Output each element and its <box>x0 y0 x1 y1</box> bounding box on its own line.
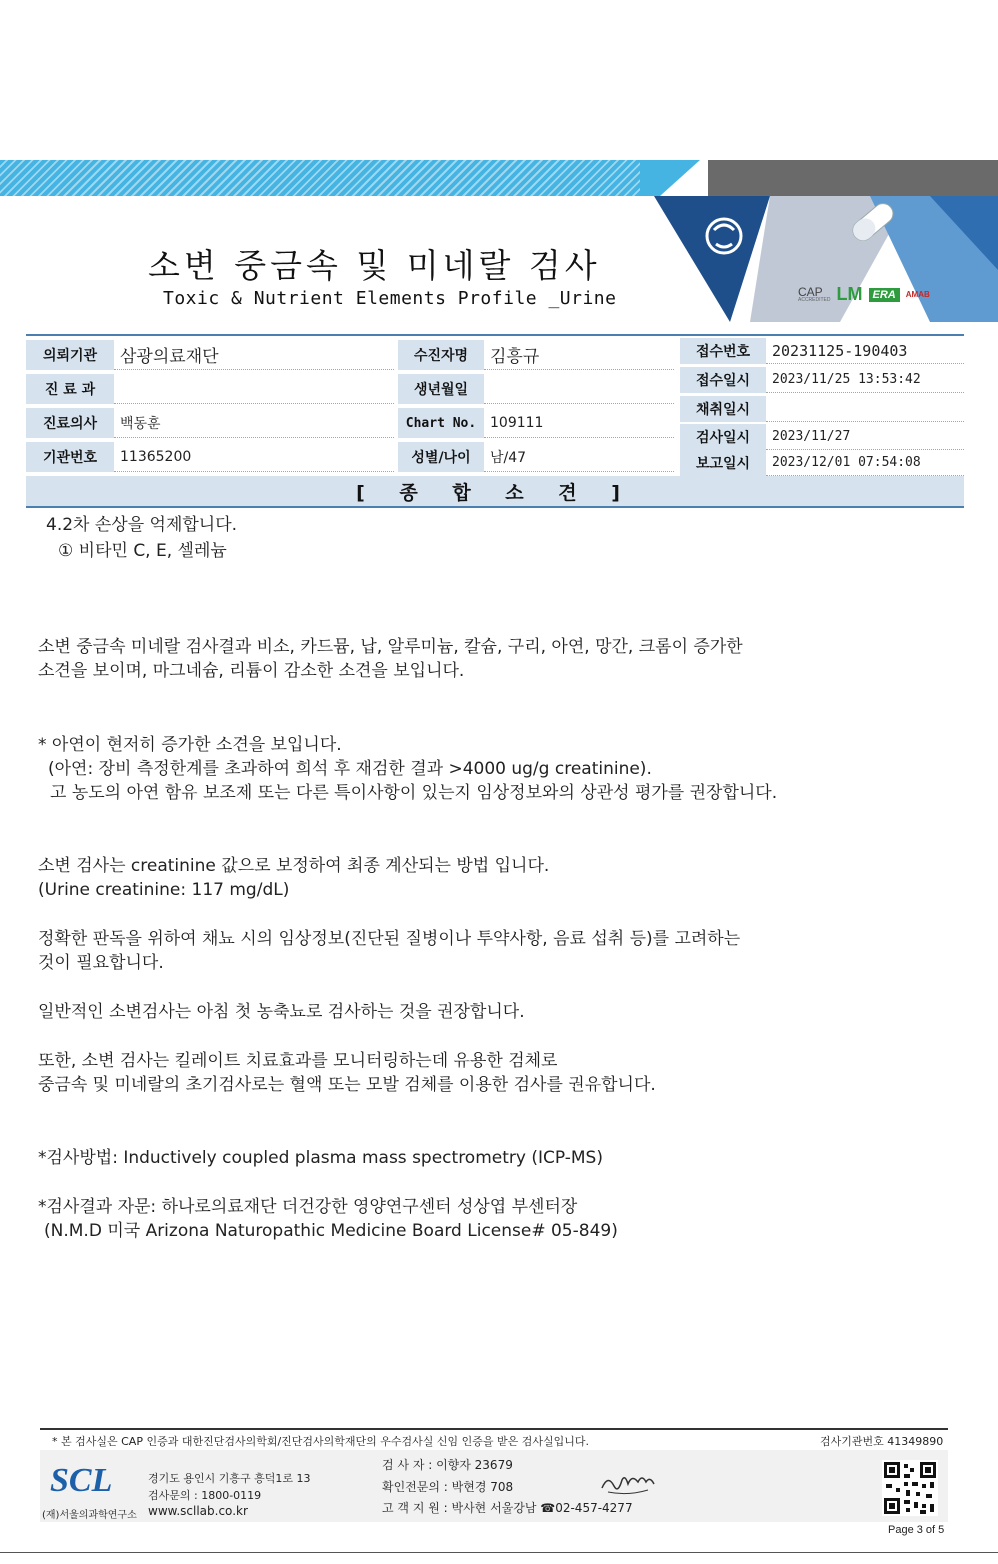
tester: 검 사 자 : 이향자 23679 <box>382 1458 513 1472</box>
body-line: (아연: 장비 측정한계를 초과하여 희석 후 재검한 결과 >4000 ug/g creatinine). <box>48 759 652 779</box>
lm-logo: LM <box>836 284 863 304</box>
body-line: 정확한 판독을 위하여 채뇨 시의 임상정보(진단된 질병이나 투약사항, 음료 섭취 등)를 고려하는 <box>38 929 741 949</box>
accreditation-notice: * 본 검사실은 CAP 인증과 대한진단검사의학회/진단검사의학재단의 우수검사실 신임 인증을 받은 검사실입니다. <box>52 1435 590 1448</box>
label-institution-no: 기관번호 <box>26 442 114 472</box>
value-test-datetime: 2023/11/27 <box>766 424 964 450</box>
patient-info-table <box>26 334 964 476</box>
label-receipt-no: 접수번호 <box>680 338 766 364</box>
label-chart-no: Chart No. <box>398 408 484 438</box>
label-patient-name: 수진자명 <box>398 340 484 370</box>
body-line: 4.2차 손상을 억제합니다. <box>46 515 238 535</box>
era-logo: ERA <box>869 288 900 302</box>
confirming-physician: 확인전문의 : 박현경 708 <box>382 1480 514 1494</box>
value-chart-no: 109111 <box>484 408 674 438</box>
body-line: 것이 필요합니다. <box>38 953 164 973</box>
organization-name: (재)서울의과학연구소 <box>42 1510 137 1521</box>
value-report-datetime: 2023/12/01 07:54:08 <box>766 450 964 476</box>
page-subtitle: Toxic & Nutrient Elements Profile _Urine <box>163 288 617 309</box>
body-line: * 아연이 현저히 증가한 소견을 보입니다. <box>38 735 342 755</box>
lab-address: 경기도 용인시 기흥구 흥덕1로 13 <box>148 1472 311 1485</box>
label-sex-age: 성별/나이 <box>398 442 484 472</box>
body-line: *검사결과 자문: 하나로의료재단 더건강한 영양연구센터 성상엽 부센터장 <box>38 1197 578 1217</box>
body-line: (N.M.D 미국 Arizona Naturopathic Medicine Board License# 05-849) <box>44 1221 618 1241</box>
customer-support: 고 객 지 원 : 박사현 서울강남 ☎02-457-4277 <box>382 1501 633 1515</box>
label-report-datetime: 보고일시 <box>680 450 766 476</box>
cap-logo: CAP ACCREDITED <box>798 285 831 303</box>
label-department: 진 료 과 <box>26 374 114 404</box>
footer-rule <box>40 1428 948 1430</box>
value-receipt-no: 20231125-190403 <box>766 338 964 364</box>
body-line: 일반적인 소변검사는 아침 첫 농축뇨로 검사하는 것을 권장합니다. <box>38 1002 525 1022</box>
scl-logo: SCL <box>50 1462 113 1499</box>
value-birthdate <box>484 374 674 404</box>
lab-inquiry: 검사문의 : 1800-0119 <box>148 1489 262 1502</box>
label-receipt-datetime: 접수일시 <box>680 367 766 393</box>
value-sex-age: 남/47 <box>484 442 674 472</box>
value-institution-no: 11365200 <box>114 442 394 472</box>
label-requesting-institution: 의뢰기관 <box>26 340 114 370</box>
value-department <box>114 374 394 404</box>
label-collection-datetime: 채취일시 <box>680 396 766 422</box>
page-title: 소변 중금속 및 미네랄 검사 <box>148 246 601 285</box>
body-line: 소견을 보이며, 마그네슘, 리튬이 감소한 소견을 보입니다. <box>38 661 465 681</box>
qr-code <box>882 1460 938 1516</box>
body-line: 소변 검사는 creatinine 값으로 보정하여 최종 계산되는 방법 입니다. <box>38 856 550 876</box>
body-line: 중금속 및 미네랄의 초기검사로는 혈액 또는 모발 검체를 이용한 검사를 권유합니다. <box>38 1075 656 1095</box>
amab-logo: AMAB <box>905 290 930 299</box>
bottom-rule <box>0 1552 998 1553</box>
accreditation-logos <box>798 284 930 305</box>
body-line: 소변 중금속 미네랄 검사결과 비소, 카드뮴, 납, 알루미늄, 칼슘, 구리, 아연, 망간, 크롬이 증가한 <box>38 637 743 657</box>
value-requesting-institution: 삼광의료재단 <box>114 340 394 370</box>
label-physician: 진료의사 <box>26 408 114 438</box>
body-line: 또한, 소변 검사는 킬레이트 치료효과를 모니터링하는데 유용한 검체로 <box>38 1051 558 1071</box>
label-test-datetime: 검사일시 <box>680 424 766 450</box>
page-number: Page 3 of 5 <box>888 1524 945 1536</box>
value-physician: 백동훈 <box>114 408 394 438</box>
lab-website[interactable]: www.scllab.co.kr <box>148 1504 248 1518</box>
value-patient-name: 김흥규 <box>484 340 674 370</box>
value-collection-datetime <box>766 396 964 422</box>
body-line: 고 농도의 아연 함유 보조제 또는 다른 특이사항이 있는지 임상정보와의 상관성 평가를 권장합니다. <box>50 783 778 803</box>
value-receipt-datetime: 2023/11/25 13:53:42 <box>766 367 964 393</box>
opinion-section-title: [ 종 합 소 견 ] <box>26 476 964 508</box>
header-stripe-band <box>0 160 680 196</box>
agency-number: 검사기관번호 41349890 <box>820 1435 944 1448</box>
physician-signature <box>598 1470 658 1498</box>
body-line: (Urine creatinine: 117 mg/dL) <box>38 880 290 900</box>
body-line: ① 비타민 C, E, 셀레늄 <box>58 541 227 561</box>
body-line: *검사방법: Inductively coupled plasma mass spectrometry (ICP-MS) <box>38 1148 603 1168</box>
label-birthdate: 생년월일 <box>398 374 484 404</box>
